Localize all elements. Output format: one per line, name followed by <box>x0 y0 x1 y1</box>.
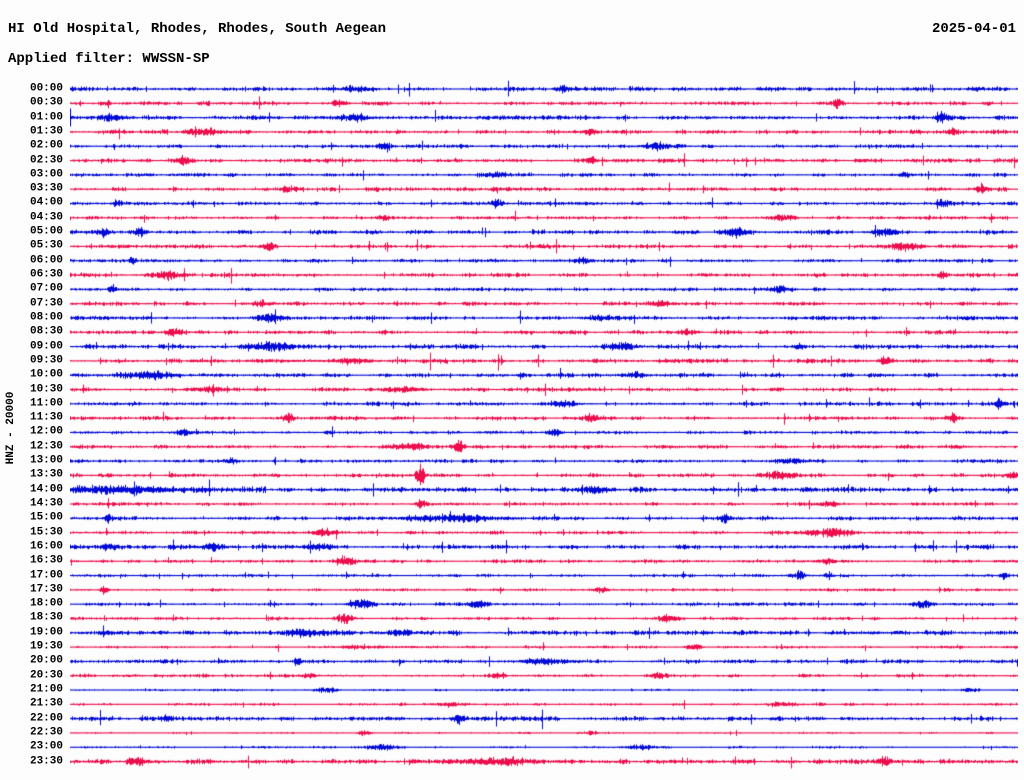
time-label: 17:30 <box>29 583 63 596</box>
time-label: 14:30 <box>29 497 63 510</box>
time-label: 04:00 <box>29 196 63 209</box>
time-label: 16:30 <box>29 554 63 567</box>
time-label: 23:30 <box>29 755 63 768</box>
time-label: 07:30 <box>29 297 63 310</box>
time-label: 20:30 <box>29 669 63 682</box>
plot-date: 2025-04-01 <box>931 21 1016 37</box>
time-label: 16:00 <box>29 540 63 553</box>
time-label: 09:30 <box>29 354 63 367</box>
time-label: 08:00 <box>29 311 63 324</box>
time-label: 11:30 <box>29 411 63 424</box>
time-label: 22:00 <box>29 712 63 725</box>
time-label: 19:30 <box>29 640 63 653</box>
time-label: 02:00 <box>29 139 63 152</box>
time-label: 01:00 <box>29 111 63 124</box>
time-label: 18:00 <box>29 597 63 610</box>
time-label: 00:00 <box>29 82 63 95</box>
time-label: 20:00 <box>29 654 63 667</box>
time-label: 03:30 <box>29 182 63 195</box>
time-label: 15:30 <box>29 526 63 539</box>
helicorder-canvas <box>70 80 1018 774</box>
time-label: 02:30 <box>29 154 63 167</box>
time-label: 01:30 <box>29 125 63 138</box>
time-label: 17:00 <box>29 569 63 582</box>
time-label: 12:30 <box>29 440 63 453</box>
time-label: 09:00 <box>29 340 63 353</box>
time-label: 06:00 <box>29 254 63 267</box>
channel-scale-label: HNZ - 20000 <box>5 391 17 465</box>
station-title: HI Old Hospital, Rhodes, Rhodes, South Aegean <box>8 21 387 37</box>
time-label: 21:00 <box>29 683 63 696</box>
time-label: 13:30 <box>29 468 63 481</box>
time-label: 05:00 <box>29 225 63 238</box>
time-label: 03:00 <box>29 168 63 181</box>
time-label: 22:30 <box>29 726 63 739</box>
time-label: 23:00 <box>29 740 63 753</box>
time-label: 13:00 <box>29 454 63 467</box>
time-label: 12:00 <box>29 425 63 438</box>
time-label: 10:30 <box>29 383 63 395</box>
time-label: 21:30 <box>29 697 63 710</box>
time-label: 05:30 <box>29 239 63 252</box>
time-label: 14:00 <box>29 483 63 496</box>
time-label: 18:30 <box>29 611 63 624</box>
time-label: 04:30 <box>29 211 63 224</box>
time-label: 06:30 <box>29 268 63 281</box>
time-label: 11:00 <box>29 397 63 410</box>
time-labels <box>0 0 63 780</box>
time-label: 10:00 <box>29 368 63 381</box>
time-label: 19:00 <box>29 626 63 639</box>
time-label: 00:30 <box>29 96 63 109</box>
time-label: 07:00 <box>29 282 63 295</box>
time-label: 08:30 <box>29 325 63 338</box>
time-label: 15:00 <box>29 511 63 524</box>
applied-filter-label: Applied filter: WWSSN-SP <box>8 51 210 67</box>
